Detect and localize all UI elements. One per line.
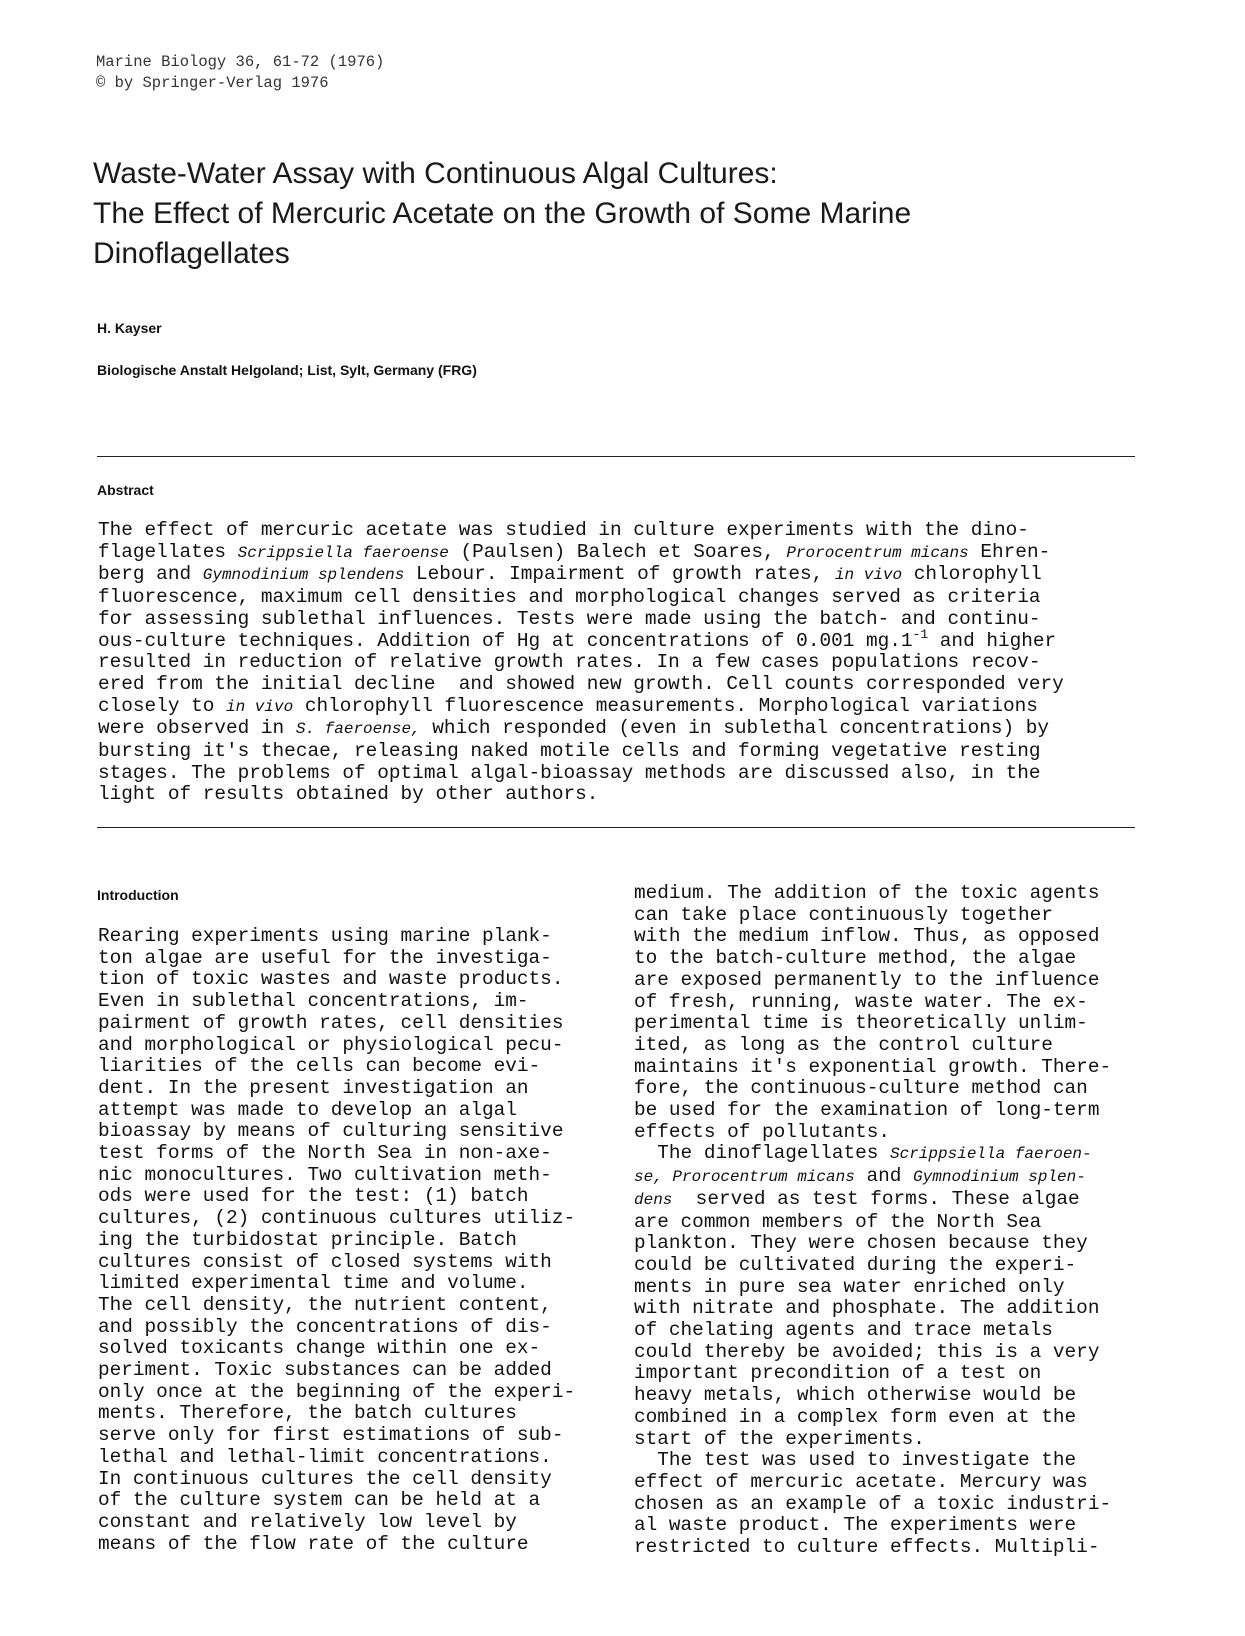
latin-term: in vivo bbox=[226, 697, 294, 716]
text-line: start of the experiments. bbox=[634, 1427, 925, 1450]
text-line: be used for the examination of long-term bbox=[634, 1099, 1100, 1122]
text-line: limited experimental time and volume. bbox=[98, 1272, 529, 1295]
introduction-heading: Introduction bbox=[97, 887, 179, 903]
text-line: Even in sublethal concentrations, im- bbox=[98, 990, 529, 1013]
text-line: solved toxicants change within one ex- bbox=[98, 1337, 541, 1360]
text-line: plankton. They were chosen because they bbox=[634, 1232, 1088, 1255]
species-name: Gymnodinium splen- bbox=[913, 1168, 1086, 1187]
abstract-line: ered from the initial decline and showed new growth. Cell counts corresponded very bbox=[98, 672, 1064, 695]
text-line: serve only for first estimations of sub- bbox=[98, 1424, 564, 1447]
text-line: fore, the continuous-culture method can bbox=[634, 1077, 1088, 1100]
species-name: Prorocentrum micans bbox=[786, 543, 969, 562]
abstract-line: for assessing sublethal influences. Tests were made using the batch- and continu- bbox=[98, 607, 1041, 630]
column-block bbox=[634, 883, 1111, 1143]
abstract-line: ous-culture techniques. Addition of Hg at concentrations of 0.001 $mg.1^{-1}$ and higher bbox=[98, 626, 1057, 652]
abstract-line: light of results obtained by other authors. bbox=[98, 783, 599, 806]
text-line: dent. In the present investigation an bbox=[98, 1076, 529, 1099]
title-line: Waste-Water Assay with Continuous Algal Cultures: bbox=[93, 157, 778, 190]
text-line: medium. The addition of the toxic agents bbox=[634, 882, 1100, 904]
text-line: attempt was made to develop an algal bbox=[98, 1098, 517, 1121]
text-line: could be cultivated during the experi- bbox=[634, 1253, 1077, 1276]
text-line: nic monocultures. Two cultivation meth- bbox=[98, 1163, 552, 1186]
abstract-top-rule bbox=[97, 456, 1135, 457]
text-line: tion of toxic wastes and waste products. bbox=[98, 968, 564, 991]
abstract-heading: Abstract bbox=[97, 482, 154, 498]
text-line: cultures, (2) continuous cultures utiliz- bbox=[98, 1207, 576, 1230]
journal-header bbox=[96, 52, 384, 94]
text-line: only once at the beginning of the experi- bbox=[98, 1380, 576, 1403]
text-line: ments in pure sea water enriched only bbox=[634, 1275, 1065, 1298]
author-name: H. Kayser bbox=[97, 320, 162, 336]
text-line: se, Prorocentrum micans and Gymnodinium splen- bbox=[634, 1165, 1086, 1188]
species-name: S. faeroense, bbox=[295, 720, 421, 739]
text-line: chosen as an example of a toxic industri- bbox=[634, 1492, 1112, 1515]
species-name: Scrippsiella faeroense bbox=[237, 543, 449, 562]
abstract-line: flagellates Scrippsiella faeroense (Paulsen) Balech et Soares, Prorocentrum micans Ehren- bbox=[98, 540, 1051, 563]
text-line: perimental time is theoretically unlim- bbox=[634, 1012, 1088, 1035]
abstract-line: closely to in vivo chlorophyll fluorescence measurements. Morphological variations bbox=[98, 694, 1038, 717]
species-name: se, Prorocentrum micans bbox=[634, 1168, 855, 1187]
text-line: cultures consist of closed systems with bbox=[98, 1250, 552, 1273]
text-line: pairment of growth rates, cell densities bbox=[98, 1011, 564, 1034]
text-line: constant and relatively low level by bbox=[98, 1510, 517, 1533]
species-name: Scrippsiella faeroen- bbox=[890, 1145, 1092, 1164]
journal-citation: Marine Biology 36, 61-72 (1976) bbox=[96, 53, 385, 71]
abstract-line: resulted in reduction of relative growth rates. In a few cases populations recov- bbox=[98, 651, 1041, 674]
text-line: In continuous cultures the cell density bbox=[98, 1467, 552, 1490]
text-line: of fresh, running, waste water. The ex- bbox=[634, 990, 1088, 1013]
text-line: The dinoflagellates Scrippsiella faeroen- bbox=[634, 1142, 1092, 1165]
text-line: ton algae are useful for the investiga- bbox=[98, 946, 552, 969]
text-line: liarities of the cells can become evi- bbox=[98, 1055, 541, 1078]
text-line: Rearing experiments using marine plank- bbox=[98, 925, 552, 947]
text-line: are common members of the North Sea bbox=[634, 1210, 1042, 1233]
exponent: -1 bbox=[912, 626, 929, 642]
text-line: maintains it's exponential growth. There- bbox=[634, 1055, 1112, 1078]
paper-title bbox=[93, 154, 1173, 274]
abstract-body bbox=[98, 520, 1064, 806]
text-line: to the batch-culture method, the algae bbox=[634, 947, 1077, 970]
text-line: with the medium inflow. Thus, as opposed bbox=[634, 925, 1100, 948]
text-line: and morphological or physiological pecu- bbox=[98, 1033, 564, 1056]
text-line: heavy metals, which otherwise would be bbox=[634, 1384, 1077, 1407]
abstract-line: were observed in S. faeroense, which responded (even in sublethal concentrations) by bbox=[98, 717, 1050, 740]
text-line: ing the turbidostat principle. Batch bbox=[98, 1228, 517, 1251]
text-line: The test was used to investigate the bbox=[634, 1449, 1077, 1472]
text-line: can take place continuously together bbox=[634, 903, 1053, 926]
latin-term: in vivo bbox=[834, 566, 903, 585]
text-line: restricted to culture effects. Multipli- bbox=[634, 1536, 1100, 1559]
text-line: ments. Therefore, the batch cultures bbox=[98, 1402, 517, 1425]
title-line: Dinoflagellates bbox=[93, 237, 290, 270]
abstract-line: berg and Gymnodinium splendens Lebour. Impairment of growth rates, in vivo chlorophyll bbox=[98, 563, 1042, 586]
copyright-line: © by Springer-Verlag 1976 bbox=[96, 74, 329, 92]
author-affiliation: Biologische Anstalt Helgoland; List, Sylt, Germany (FRG) bbox=[97, 362, 477, 378]
text-line: periment. Toxic substances can be added bbox=[98, 1359, 552, 1382]
text-line: ited, as long as the control culture bbox=[634, 1033, 1053, 1056]
text-line: al waste product. The experiments were bbox=[634, 1514, 1077, 1537]
text-line: of chelating agents and trace metals bbox=[634, 1319, 1053, 1342]
abstract-line: stages. The problems of optimal algal-bioassay methods are discussed also, in the bbox=[98, 761, 1041, 784]
body-column-left bbox=[98, 926, 575, 1555]
text-line: bioassay by means of culturing sensitive bbox=[98, 1120, 564, 1143]
text-line: important precondition of a test on bbox=[634, 1362, 1042, 1385]
text-line: dens served as test forms. These algae bbox=[634, 1187, 1080, 1210]
text-line: effect of mercuric acetate. Mercury was bbox=[634, 1470, 1088, 1493]
species-name: dens bbox=[634, 1190, 673, 1209]
text-line: effects of pollutants. bbox=[634, 1120, 890, 1143]
text-line: combined in a complex form even at the bbox=[634, 1405, 1077, 1428]
abstract-line: The effect of mercuric acetate was studied in culture experiments with the dino- bbox=[98, 519, 1029, 541]
column-block bbox=[634, 1212, 1111, 1559]
text-line: with nitrate and phosphate. The addition bbox=[634, 1297, 1100, 1320]
title-line: The Effect of Mercuric Acetate on the Growth of Some Marine bbox=[93, 197, 912, 230]
species-name: Gymnodinium splendens bbox=[202, 566, 405, 585]
text-line: are exposed permanently to the influence bbox=[634, 968, 1100, 991]
abstract-line: fluorescence, maximum cell densities and morphological changes served as criteria bbox=[98, 586, 1041, 609]
text-line: means of the flow rate of the culture bbox=[98, 1532, 529, 1555]
text-line: lethal and lethal-limit concentrations. bbox=[98, 1445, 552, 1468]
text-line: test forms of the North Sea in non-axe- bbox=[98, 1142, 552, 1165]
text-line: and possibly the concentrations of dis- bbox=[98, 1315, 552, 1338]
text-line: of the culture system can be held at a bbox=[98, 1489, 541, 1512]
abstract-line: bursting it's thecae, releasing naked motile cells and forming vegetative resting bbox=[98, 740, 1041, 763]
abstract-bottom-rule bbox=[97, 827, 1135, 828]
body-column-right bbox=[634, 883, 1111, 1559]
text-line: The cell density, the nutrient content, bbox=[98, 1293, 552, 1316]
text-line: ods were used for the test: (1) batch bbox=[98, 1185, 529, 1208]
text-line: could thereby be avoided; this is a very bbox=[634, 1340, 1100, 1363]
